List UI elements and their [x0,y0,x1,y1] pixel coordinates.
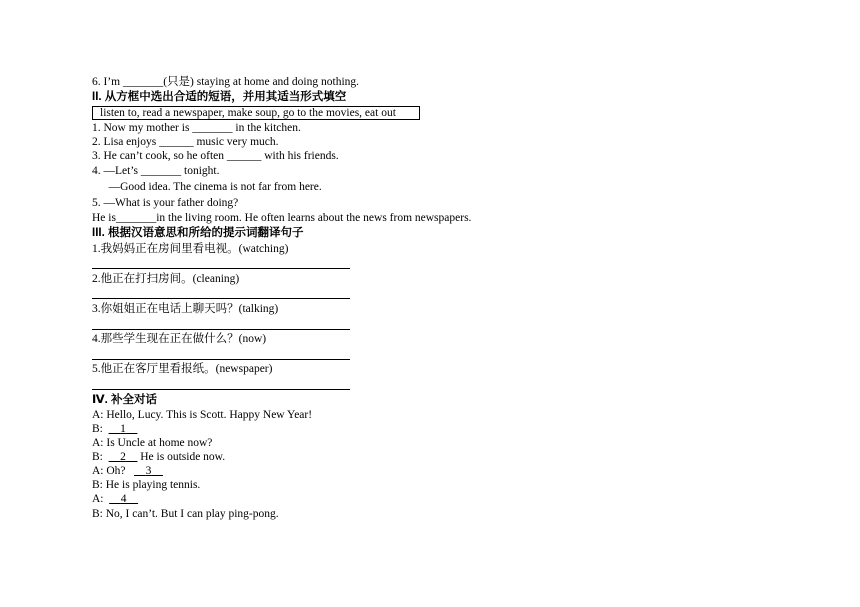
s2-item-4: 4. —Let’s _______ tonight. [92,165,220,177]
s2-item-1: 1. Now my mother is _______ in the kitchen. [92,122,301,134]
answer-line-5[interactable] [92,389,350,390]
answer-line-3[interactable] [92,329,350,330]
dialog-line-1: A: Hello, Lucy. This is Scott. Happy New Year! [92,409,313,421]
s2-item-3: 3. He can’t cook, so he often ______ with his friends. [92,150,339,162]
dialog-line-6: B: He is playing tennis. [92,479,201,491]
dialog-line-8: B: No, I can’t. But I can play ping-pong. [92,508,279,520]
section-4-title: Ⅳ. 补全对话 [92,394,158,406]
blank-3[interactable]: __3__ [134,465,163,477]
blank-2[interactable]: __2__ [108,451,138,463]
s3-item-2: 2.他正在打扫房间。(cleaning) [92,273,240,285]
dialog-line-5: A: Oh? __3__ [92,465,163,477]
blank-4[interactable]: __4__ [109,493,138,505]
question-6: 6. I’m _______(只是) staying at home and doing nothing. [92,76,360,88]
dialog-line-2: B: __1__ [92,423,138,435]
dialog-line-3: A: Is Uncle at home now? [92,437,213,449]
s3-item-4: 4.那些学生现在正在做什么？(now) [92,333,267,345]
s2-item-4-reply: —Good idea. The cinema is not far from here. [100,181,322,193]
s2-item-5: 5. —What is your father doing? [92,197,239,209]
section-2-title: II. 从方框中选出合适的短语，并用其适当形式填空 [92,91,347,103]
s2-item-2: 2. Lisa enjoys ______ music very much. [92,136,279,148]
s3-item-1: 1.我妈妈正在房间里看电视。(watching) [92,243,289,255]
s2-item-5-answer: He is_______in the living room. He often learns about the news from newspapers. [92,212,472,224]
s3-item-5: 5.他正在客厅里看报纸。(newspaper) [92,363,273,375]
answer-line-2[interactable] [92,298,350,299]
phrase-box: listen to, read a newspaper, make soup, go to the movies, eat out [92,106,420,120]
section-3-title: III. 根据汉语意思和所给的提示词翻译句子 [92,227,304,239]
answer-line-1[interactable] [92,268,350,269]
dialog-line-4: B: __2__ He is outside now. [92,451,226,463]
s3-item-3: 3.你姐姐正在电话上聊天吗？(talking) [92,303,279,315]
dialog-line-7: A: __4__ [92,493,138,505]
blank-1[interactable]: __1__ [108,423,138,435]
answer-line-4[interactable] [92,359,350,360]
